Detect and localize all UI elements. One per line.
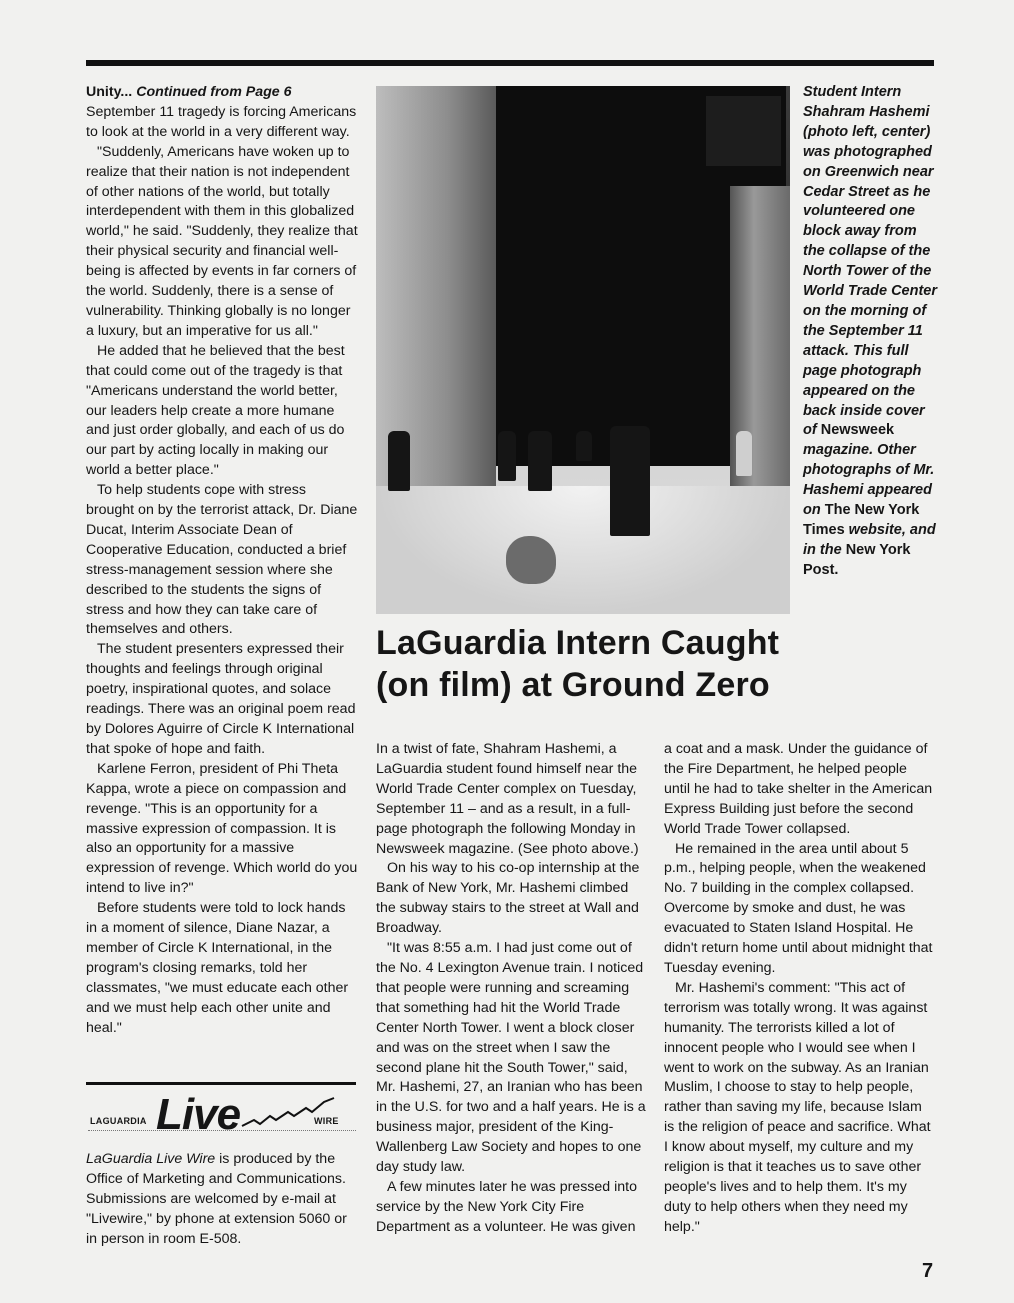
caption-text: website, and in the (803, 521, 936, 558)
paragraph: "It was 8:55 a.m. I had just come out of the No. 4 Lexington Avenue train. I noticed that people were running and screaming that something had hit the World Trade Center North Tower. I went a block closer and was on the street when I saw the second plane hit the South Tower," said, Mr. Hashemi, 27, an Iranian who has been in the U.S. for two and a half years. He is a business major, president of the King-Wallenberg Law Society and hopes to one day study law. (376, 940, 646, 1176)
photo-hashemi-figure (610, 426, 650, 536)
logo-laguardia: LAGUARDIA (90, 1116, 147, 1126)
paragraph: In a twist of fate, Shahram Hashemi, a LaGuardia student found himself near the World Trade Center complex on Tuesday, September 11 – and as a result, in a full-page photograph the following Monday in Newsweek magazine. (See photo above.) (376, 741, 639, 857)
photo-firefighter (576, 431, 592, 461)
paragraph: September 11 tragedy is forcing Americans to look at the world in a very different way. (86, 103, 357, 140)
photo-figure (736, 431, 752, 476)
left-column (86, 83, 358, 1039)
article-headline: LaGuardia Intern Caught (on film) at Ground Zero (376, 624, 780, 704)
logo-live: Live (156, 1090, 241, 1139)
page-number: 7 (922, 1260, 934, 1282)
paragraph: On his way to his co-op internship at the Bank of New York, Mr. Hashemi climbed the subway stairs to the street at Wall and Broadway. (376, 860, 640, 937)
photo-debris (506, 536, 556, 584)
paragraph: Before students were told to lock hands in a moment of silence, Diane Nazar, a member of Circle K International, in the program's closing remarks, told her classmates, "we must educate each other and we must help each other unite and heal." (86, 900, 349, 1036)
logo-rule (86, 1082, 356, 1085)
paragraph: The student presenters expressed their thoughts and feelings through original poetry, inspirational quotes, and solace readings. There was an original poem read by Dolores Aguirre of Circle K International that spoke of hope and faith. (86, 641, 356, 757)
caption-nyp: New York Post. (803, 541, 911, 578)
ground-zero-photo (376, 86, 790, 614)
kicker-italic: Continued from Page 6 (136, 84, 292, 100)
caption-nyt: The New York Times (803, 502, 920, 538)
right-column (664, 740, 936, 1238)
paragraph: He added that he believed that the best that could come out of the tragedy is that "Americans understand the world better, our leaders help create a more humane and just order globally, and each of us do our part by acting locally in making our world a better place." (86, 342, 345, 479)
blurb-text: is produced by the Office of Marketing and Communications. Submissions are welcomed by e-mail at "Livewire," by phone at extension 5060 or in person in room E-508. (86, 1151, 347, 1247)
live-wire-blurb (86, 1150, 358, 1250)
photo-firefighter (498, 431, 516, 481)
paragraph: "Suddenly, Americans have woken up to realize that their nation is not independent of other nations of the world, but totally interdependent with them in this globalized world," he said. "Suddenly, they realize that their physical security and financial well-being is affected by events in far corners of the world. Suddenly, there is a sense of vulnerability. Thinking globally is no longer a luxury, but an imperative for us all." (86, 143, 358, 339)
paragraph: a coat and a mask. Under the guidance of the Fire Department, he helped people until he had to take shelter in the American Express Building just before the second World Trade Tower collapsed. (664, 741, 933, 837)
photo-firefighter (528, 431, 552, 491)
kicker-bold: Unity... (86, 84, 133, 100)
blurb-title: LaGuardia Live Wire (86, 1151, 216, 1167)
photo-caption (803, 83, 938, 581)
photo-dust-ground (376, 486, 790, 614)
middle-column (376, 740, 646, 1238)
caption-text: Student Intern Shahram Hashemi (photo left, center) was photographed on Greenwich near Cedar Street as he volunteered one block away from the collapse of the North Tower of the World Trade Center on the morning of the September 11 attack. This full page photograph appeared on the back inside cover of (803, 84, 938, 439)
photo-firefighter (388, 431, 410, 491)
live-wire-logo (88, 1090, 356, 1139)
caption-text: magazine. Other photographs of Mr. Hashemi appeared on (803, 442, 935, 519)
logo-wire: WIRE (314, 1116, 339, 1126)
logo-dotted-line (88, 1130, 356, 1131)
paragraph: Mr. Hashemi's comment: "This act of terrorism was totally wrong. It was against humanity. The terrorists killed a lot of innocent people who I would see when I went to work on the subway. As an Iranian Muslim, I choose to stay to help people, rather than saving my life, because Islam is the religion of peace and sacrifice. What I know about myself, my culture and my religion is that it teaches us to save other people's lives and to help them. It's my duty to help others when they need my help." (664, 979, 931, 1235)
lightning-wire-icon (240, 1096, 336, 1132)
paragraph: A few minutes later he was pressed into service by the New York City Fire Department as a volunteer. He was given (376, 1178, 637, 1235)
continuation-kicker (86, 83, 358, 103)
top-rule (86, 60, 934, 66)
paragraph: Karlene Ferron, president of Phi Theta Kappa, wrote a piece on compassion and revenge. "This is an opportunity for a massive expression of compassion. It is also an opportunity for a massive expression of revenge. Which world do you intend to live in?" (86, 760, 358, 897)
paragraph: He remained in the area until about 5 p.m., helping people, when the weakened No. 7 building in the complex collapsed. Overcome by smoke and dust, he was evacuated to Staten Island Hospital. He didn't return home until about midnight that Tuesday evening. (664, 840, 933, 976)
photo-inset-text-block (706, 96, 781, 166)
caption-newsweek: Newsweek (820, 422, 895, 439)
paragraph: To help students cope with stress brought on by the terrorist attack, Dr. Diane Ducat, Interim Associate Dean of Cooperative Education, conducted a brief stress-management session where she described to the students the signs of stress and how they can take care of themselves and others. (86, 482, 358, 638)
